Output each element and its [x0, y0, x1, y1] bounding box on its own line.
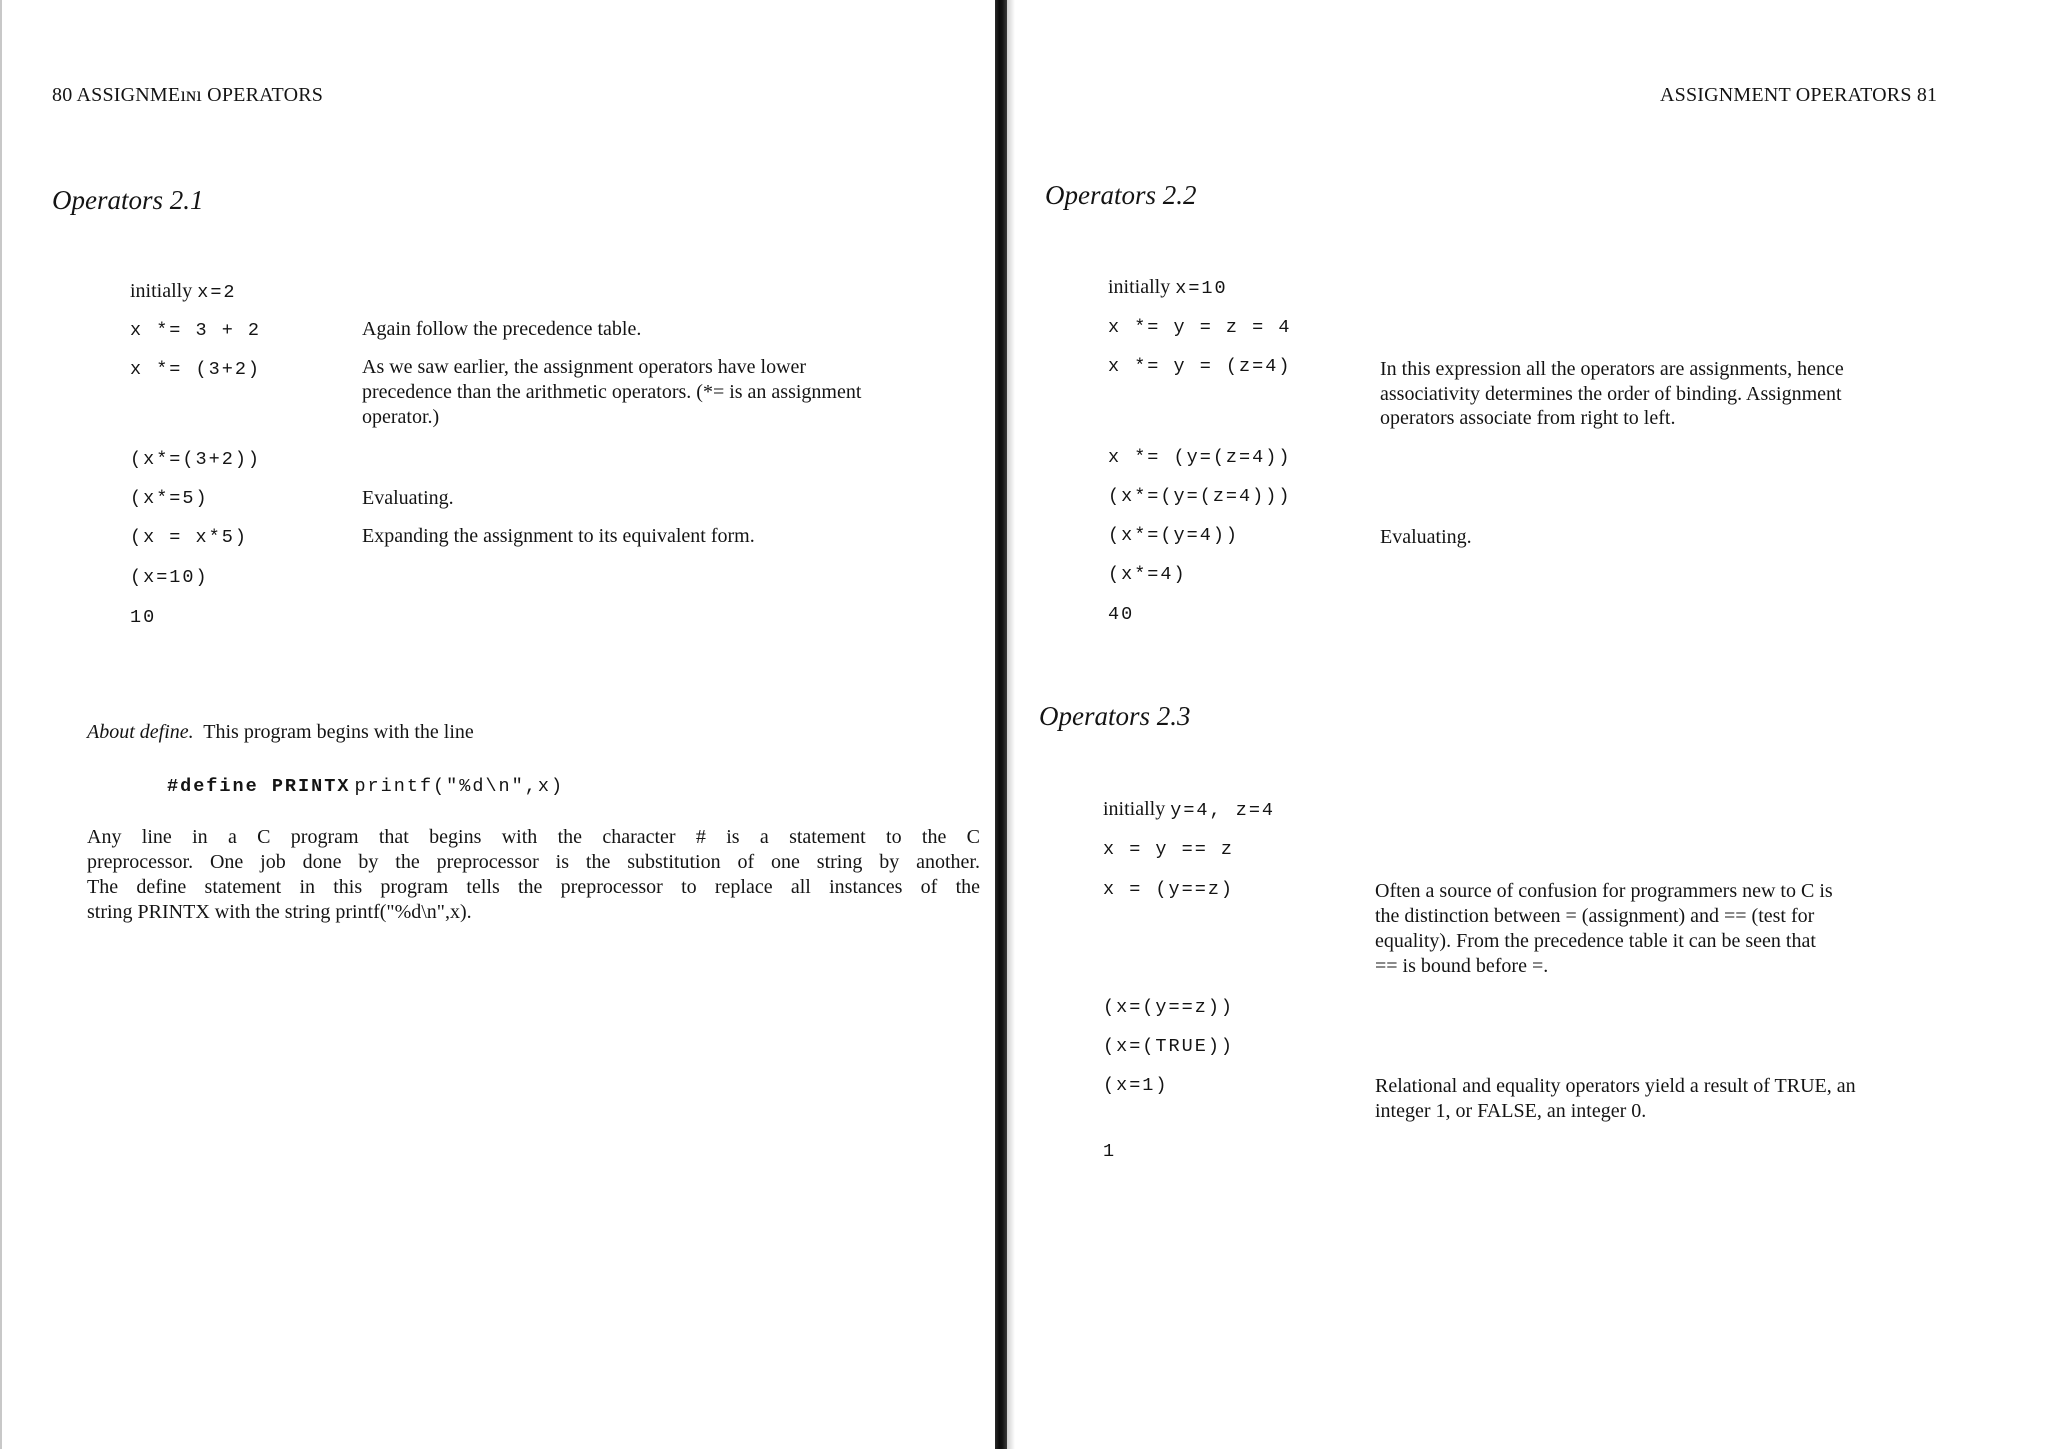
define-keyword: #define PRINTX	[167, 776, 351, 797]
expression-prefix: initially	[130, 280, 198, 302]
section-title-2-3: Operators 2.3	[1039, 701, 1191, 731]
expression-line: 1	[1103, 1141, 1117, 1162]
about-define-heading: About define.	[87, 721, 194, 743]
expression-line	[130, 280, 237, 303]
expression-line	[1103, 798, 1275, 821]
explanation-text: Evaluating.	[1380, 526, 1472, 548]
expression-line: 40	[1108, 604, 1135, 625]
expression-code: x=2	[197, 282, 237, 303]
define-code-line	[167, 776, 564, 797]
expression-line: x *= (3+2)	[130, 359, 262, 380]
expression-line: (x*=(3+2))	[130, 449, 262, 470]
right-page-header: ASSIGNMENT OPERATORS 81	[1660, 84, 1938, 106]
about-define-paragraph-line: string PRINTX with the string printf("%d\n",x).	[87, 901, 472, 923]
explanation-text: == is bound before =.	[1375, 955, 1549, 977]
section-title-2-2: Operators 2.2	[1045, 180, 1197, 210]
explanation-text: Often a source of confusion for programmers new to C is	[1375, 880, 1833, 902]
expression-line: 10	[130, 607, 157, 628]
explanation-text: Relational and equality operators yield a result of TRUE, an	[1375, 1075, 1856, 1097]
expression-line	[1108, 276, 1228, 299]
expression-line: x *= y = z = 4	[1108, 317, 1292, 338]
right-page	[1005, 0, 2048, 1449]
explanation-text: integer 1, or FALSE, an integer 0.	[1375, 1100, 1647, 1122]
about-define-paragraph-line: The define statement in this program tells the preprocessor to replace all instances of the	[87, 876, 980, 898]
explanation-text: precedence than the arithmetic operators. (*= is an assignment	[362, 381, 862, 403]
explanation-text: operator.)	[362, 406, 440, 428]
left-page-header: 80 ASSIGNMEıɴı OPERATORS	[52, 84, 324, 106]
expression-line: (x = x*5)	[130, 527, 248, 548]
expression-line: (x*=5)	[130, 488, 209, 509]
explanation-text: associativity determines the order of binding. Assignment	[1380, 383, 1842, 405]
explanation-text: operators associate from right to left.	[1380, 407, 1676, 429]
explanation-text: As we saw earlier, the assignment operators have lower	[362, 356, 807, 378]
about-define-intro	[87, 720, 474, 745]
explanation-text: Expanding the assignment to its equivalent form.	[362, 525, 755, 547]
section-title-2-1: Operators 2.1	[52, 185, 204, 215]
expression-line: (x=10)	[130, 567, 209, 588]
expression-code: x=10	[1175, 278, 1228, 299]
about-define-paragraph-line: preprocessor. One job done by the preprocessor is the substitution of one string by another.	[87, 851, 980, 873]
about-define-paragraph-line: Any line in a C program that begins with the character # is a statement to the C	[87, 826, 980, 848]
expression-line: (x=1)	[1103, 1075, 1169, 1096]
expression-line: (x*=(y=(z=4)))	[1108, 486, 1292, 507]
expression-line: x = y == z	[1103, 839, 1235, 860]
expression-line: x = (y==z)	[1103, 879, 1235, 900]
expression-line: x *= 3 + 2	[130, 320, 262, 341]
expression-code: y=4, z=4	[1170, 800, 1276, 821]
expression-line: (x*=4)	[1108, 564, 1187, 585]
expression-line: (x=(y==z))	[1103, 997, 1235, 1018]
expression-line: x *= (y=(z=4))	[1108, 447, 1292, 468]
explanation-text: In this expression all the operators are assignments, hence	[1380, 358, 1844, 380]
expression-prefix: initially	[1103, 798, 1171, 820]
expression-line: (x*=(y=4))	[1108, 525, 1240, 546]
define-body: printf("%d\n",x)	[354, 776, 565, 797]
left-page	[0, 0, 995, 1449]
expression-line: x *= y = (z=4)	[1108, 356, 1292, 377]
expression-line: (x=(TRUE))	[1103, 1036, 1235, 1057]
explanation-text: the distinction between = (assignment) and == (test for	[1375, 905, 1815, 927]
explanation-text: Evaluating.	[362, 487, 454, 509]
explanation-text: equality). From the precedence table it can be seen that	[1375, 930, 1816, 952]
expression-prefix: initially	[1108, 276, 1176, 298]
explanation-text: Again follow the precedence table.	[362, 318, 642, 340]
about-define-intro-text: This program begins with the line	[203, 721, 474, 743]
